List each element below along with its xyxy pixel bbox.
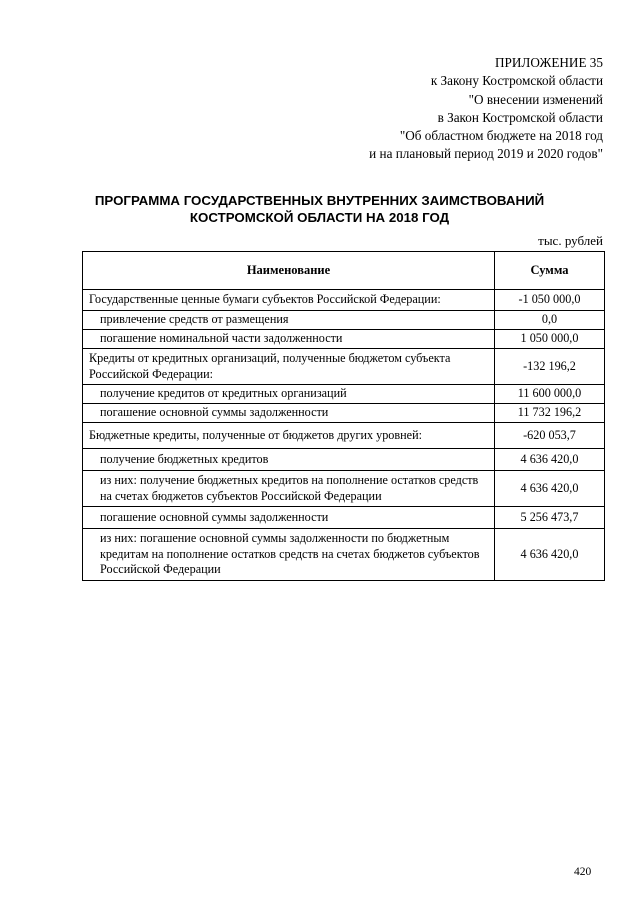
table-row (83, 449, 605, 471)
row-name: получение бюджетных кредитов (83, 449, 495, 471)
row-amount: 11 600 000,0 (495, 385, 605, 404)
table-row (83, 330, 605, 349)
row-name: погашение номинальной части задолженности (83, 330, 495, 349)
appendix-line: ПРИЛОЖЕНИЕ 35 (495, 55, 603, 70)
table-row (83, 349, 605, 385)
row-name: Кредиты от кредитных организаций, полученные бюджетом субъекта Российской Федерации: (83, 349, 495, 385)
table-row (83, 529, 605, 581)
header-amount: Сумма (495, 252, 605, 290)
title-line-1: ПРОГРАММА ГОСУДАРСТВЕННЫХ ВНУТРЕННИХ ЗАИМСТВОВАНИЙ (94, 193, 545, 208)
row-amount: 4 636 420,0 (495, 471, 605, 507)
row-amount: -620 053,7 (495, 423, 605, 449)
page-number: 420 (574, 866, 592, 878)
row-amount: 11 732 196,2 (495, 404, 605, 423)
appendix-line: "О внесении изменений (468, 91, 603, 107)
row-name: погашение основной суммы задолженности (83, 404, 495, 423)
borrowing-program-table (82, 251, 605, 581)
row-name: погашение основной суммы задолженности (83, 507, 495, 529)
row-amount: 4 636 420,0 (495, 449, 605, 471)
row-name: из них: погашение основной суммы задолженности по бюджетным кредитам на пополнение остатков средств на счетах бюджетов субъектов Российской Федерации (83, 529, 495, 581)
row-name: получение кредитов от кредитных организаций (83, 385, 495, 404)
table-row (83, 385, 605, 404)
table-row (83, 404, 605, 423)
header-name: Наименование (83, 252, 495, 290)
appendix-line: в Закон Костромской области (437, 109, 603, 125)
row-name: привлечение средств от размещения (83, 311, 495, 330)
table-row (83, 311, 605, 330)
table-header-row (83, 252, 605, 290)
title-line-2: КОСТРОМСКОЙ ОБЛАСТИ НА 2018 ГОД (189, 210, 450, 225)
units-label: тыс. рублей (538, 233, 603, 248)
row-amount: 0,0 (495, 311, 605, 330)
document-title (0, 192, 639, 226)
row-amount: -1 050 000,0 (495, 290, 605, 311)
appendix-line: "Об областном бюджете на 2018 год (399, 128, 603, 144)
row-amount: -132 196,2 (495, 349, 605, 385)
row-amount: 1 050 000,0 (495, 330, 605, 349)
appendix-line: и на плановый период 2019 и 2020 годов" (369, 146, 603, 162)
row-amount: 4 636 420,0 (495, 529, 605, 581)
table-row (83, 507, 605, 529)
row-amount: 5 256 473,7 (495, 507, 605, 529)
appendix-line: к Закону Костромской области (430, 73, 603, 89)
row-name: Государственные ценные бумаги субъектов Российской Федерации: (83, 290, 495, 311)
table-row (83, 290, 605, 311)
table-row (83, 471, 605, 507)
row-name: Бюджетные кредиты, полученные от бюджетов других уровней: (83, 423, 495, 449)
row-name: из них: получение бюджетных кредитов на пополнение остатков средств на счетах бюджетов субъектов Российской Федерации (83, 471, 495, 507)
table-row (83, 423, 605, 449)
appendix-header (369, 54, 603, 164)
